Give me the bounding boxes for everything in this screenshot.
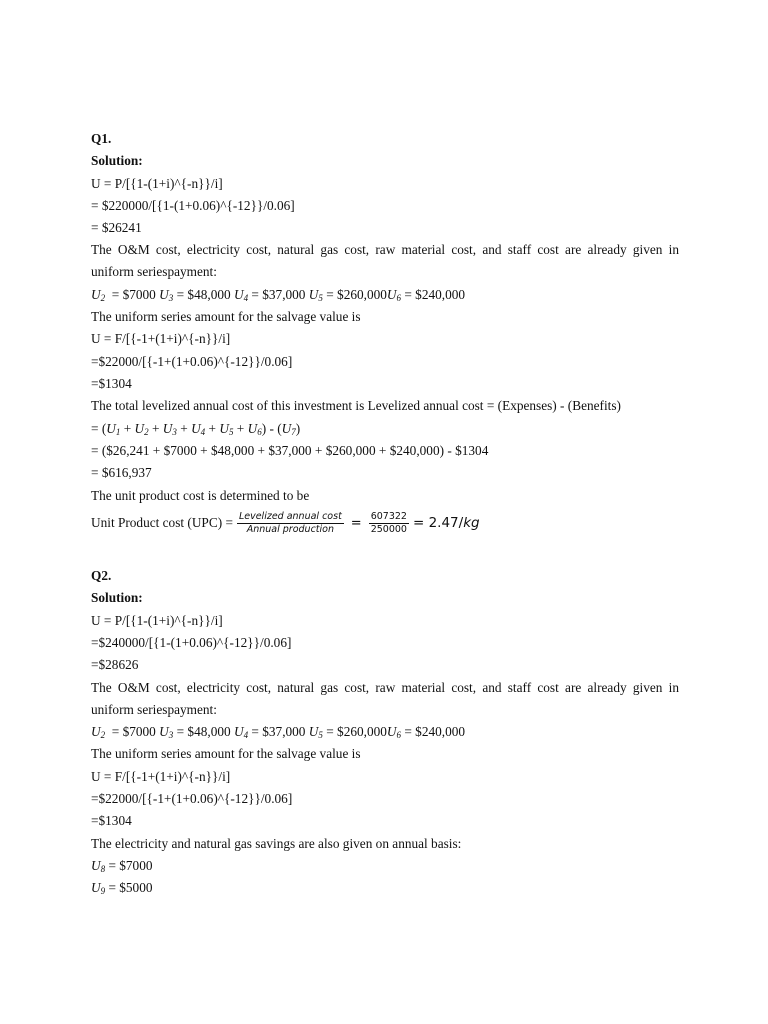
q1-solution-label: Solution: bbox=[91, 153, 143, 168]
q1-costs-paragraph-line1: The O&M cost, electricity cost, natural gas cost, raw material cost, and staff cost are already given in bbox=[91, 242, 679, 257]
upc-value-denominator: 250000 bbox=[370, 523, 407, 535]
q2-u8-line: $U_8$ = $7000 bbox=[91, 858, 153, 874]
upc-result: = 2.47/kg bbox=[412, 515, 480, 531]
upc-label: Unit Product cost (UPC) = bbox=[91, 515, 233, 530]
q1-formula-annuity: U = P/[{1-(1+i)^{-n}}/i] bbox=[91, 176, 223, 191]
q2-salvage-result: =$1304 bbox=[91, 813, 132, 828]
q2-savings-text: The electricity and natural gas savings are also given on annual basis: bbox=[91, 836, 462, 851]
q1-upc-equation bbox=[91, 508, 480, 538]
u5-value: = $260,000 bbox=[326, 287, 387, 302]
q2-annuity-result: =$28626 bbox=[91, 657, 139, 672]
u6-symbol: $U_6$ bbox=[386, 287, 402, 303]
u4-symbol: $U_4$ bbox=[233, 287, 249, 303]
u3-value: = $48,000 bbox=[176, 287, 231, 302]
q1-costs-paragraph-line2: uniform seriespayment: bbox=[91, 264, 217, 279]
q1-formula-sinking: U = F/[{-1+(1+i)^{-n}}/i] bbox=[91, 331, 231, 346]
u6-value: = $240,000 bbox=[404, 287, 466, 302]
q1-unit-cost-text: The unit product cost is determined to be bbox=[91, 488, 310, 503]
q1-formula-substituted: = $220000/[{1-(1+0.06)^{-12}}/0.06] bbox=[91, 198, 295, 213]
u3-symbol: $U_3$ bbox=[159, 287, 174, 303]
q1-annuity-result: = $26241 bbox=[91, 220, 142, 235]
q1-sum-values: = ($26,241 + $7000 + $48,000 + $37,000 + $260,000 + $240,000) - $1304 bbox=[91, 443, 489, 458]
upc-fraction-values bbox=[369, 511, 409, 536]
q1-total-levelized-text: The total levelized annual cost of this investment is Levelized annual cost = (Expenses) - (Benefits) bbox=[91, 398, 621, 413]
q2-salvage-text: The uniform series amount for the salvage value is bbox=[91, 746, 361, 761]
upc-value-numerator: 607322 bbox=[370, 510, 407, 522]
q1-salvage-text: The uniform series amount for the salvage value is bbox=[91, 309, 361, 324]
q2-formula-annuity: U = P/[{1-(1+i)^{-n}}/i] bbox=[91, 613, 223, 628]
q2-salvage-substituted: =$22000/[{-1+(1+0.06)^{-12}}/0.06] bbox=[91, 791, 293, 806]
u2-symbol: $U_2$ bbox=[91, 287, 106, 303]
q2-heading: Q2. bbox=[91, 568, 112, 583]
upc-fraction-formula bbox=[237, 511, 344, 536]
equals-sign: = bbox=[350, 515, 362, 531]
upc-fraction-numerator: Levelized annual cost bbox=[238, 510, 342, 522]
upc-fraction-denominator: Annual production bbox=[246, 523, 334, 535]
q1-salvage-substituted: =$22000/[{-1+(1+0.06)^{-12}}/0.06] bbox=[91, 354, 293, 369]
q1-salvage-result: =$1304 bbox=[91, 376, 132, 391]
q1-sum-expression: = $(U_1 + U_2 + U_3 + U_4 + U_5 + U_6) - (U_7)$ bbox=[91, 421, 301, 437]
u2-value: = $7000 bbox=[111, 287, 156, 302]
q1-levelized-result: = $616,937 bbox=[91, 465, 152, 480]
q2-costs-paragraph-line1: The O&M cost, electricity cost, natural gas cost, raw material cost, and staff cost are already given in bbox=[91, 680, 679, 695]
q2-costs-paragraph-line2: uniform seriespayment: bbox=[91, 702, 217, 717]
q1-uniform-costs-line bbox=[91, 286, 465, 303]
q2-formula-substituted: =$240000/[{1-(1+0.06)^{-12}}/0.06] bbox=[91, 635, 292, 650]
q2-u9-line: $U_9$ = $5000 bbox=[91, 880, 153, 896]
q2-solution-label: Solution: bbox=[91, 590, 143, 605]
q1-heading: Q1. bbox=[91, 131, 112, 146]
q2-formula-sinking: U = F/[{-1+(1+i)^{-n}}/i] bbox=[91, 769, 231, 784]
u4-value: = $37,000 bbox=[251, 287, 306, 302]
q2-uniform-costs-line: $U_2$ = $7000 $U_3$ = $48,000 $U_4$ = $37,000 $U_5$ = $\$260,000U_6$ = $240,000 bbox=[91, 724, 466, 740]
u5-symbol: $U_5$ bbox=[308, 287, 323, 303]
